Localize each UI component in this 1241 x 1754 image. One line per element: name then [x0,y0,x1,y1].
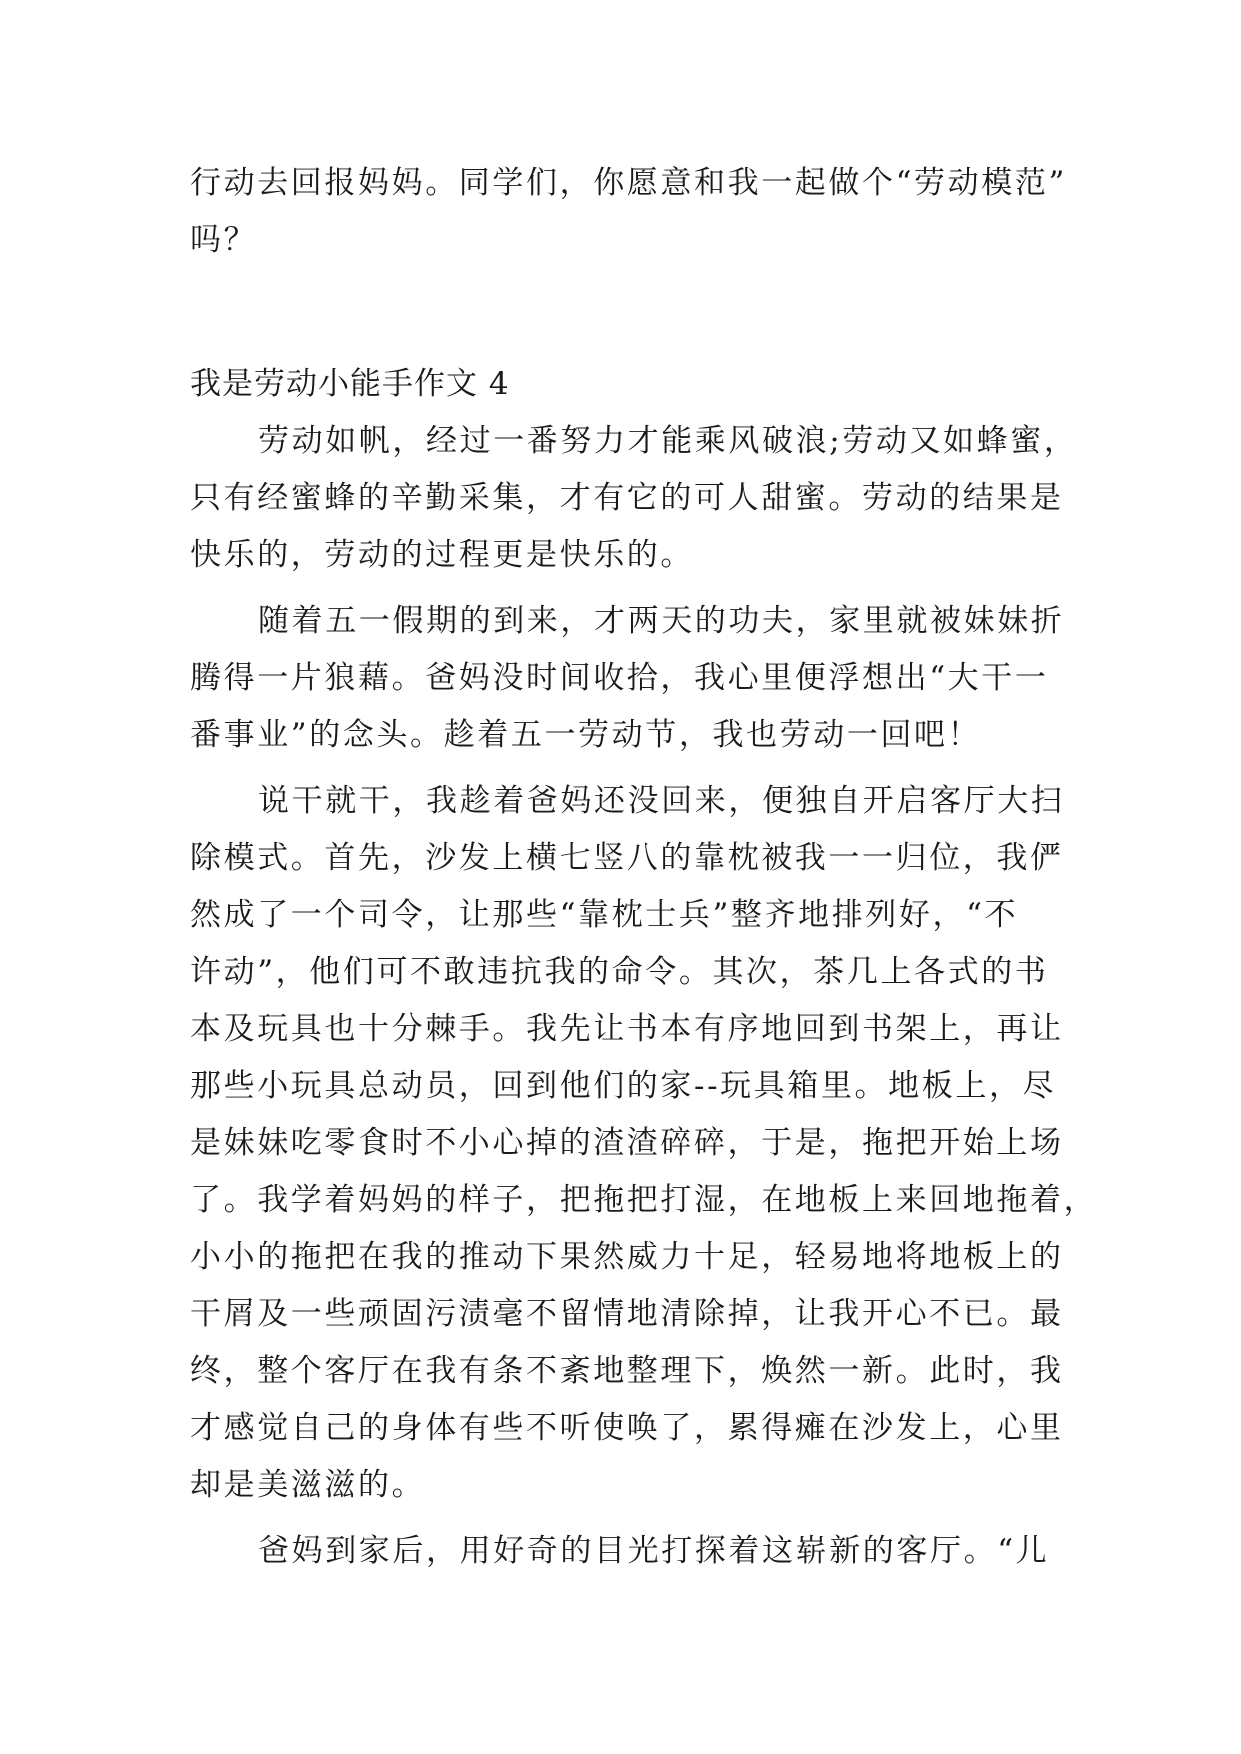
paragraph-line: 劳动如帆，经过一番努力才能乘风破浪;劳动又如蜂蜜， [258,423,1078,459]
paragraph-line: 除模式。首先，沙发上横七竖八的靠枕被我一一归位，我俨 [190,840,1064,876]
paragraph-line: 那些小玩具总动员，回到他们的家--玩具箱里。地板上，尽 [190,1068,1057,1104]
paragraph-line: 了。我学着妈妈的样子，把拖把打湿，在地板上来回地拖着， [190,1182,1098,1218]
paragraph-line: 却是美滋滋的。 [190,1467,426,1503]
paragraph-line: 然成了一个司令，让那些“靠枕士兵”整齐地排列好，“不 [190,897,1019,933]
paragraph-line: 爸妈到家后，用好奇的目光打探着这崭新的客厅。“儿 [258,1533,1050,1569]
essay-section [190,356,1098,1589]
continued-paragraph [190,155,1067,269]
paragraph-line: 本及玩具也十分棘手。我先让书本有序地回到书架上，再让 [190,1011,1064,1047]
essay-paragraph [190,593,1065,764]
paragraph-line: 说干就干，我趁着爸妈还没回来，便独自开启客厅大扫 [258,783,1065,819]
essay-title: 我是劳动小能手作文 4 [190,366,510,402]
paragraph-line: 许动”，他们可不敢违抗我的命令。其次，茶几上各式的书 [190,954,1049,990]
paragraph-line: 番事业”的念头。趁着五一劳动节，我也劳动一回吧！ [190,717,982,753]
essay-paragraph [190,773,1098,1514]
paragraph-line: 只有经蜜蜂的辛勤采集，才有它的可人甜蜜。劳动的结果是 [190,480,1064,516]
paragraph-line: 随着五一假期的到来，才两天的功夫，家里就被妹妹折 [258,603,1065,639]
paragraph-line: 快乐的，劳动的过程更是快乐的。 [190,537,694,573]
paragraph-line: 吗？ [190,222,258,258]
paragraph-line: 小小的拖把在我的推动下果然威力十足，轻易地将地板上的 [190,1239,1064,1275]
paragraph-line: 才感觉自己的身体有些不听使唤了，累得瘫在沙发上，心里 [190,1410,1064,1446]
paragraph-line: 腾得一片狼藉。爸妈没时间收拾，我心里便浮想出“大干一 [190,660,1049,696]
paragraph-line: 干屑及一些顽固污渍毫不留情地清除掉，让我开心不已。最 [190,1296,1064,1332]
paragraph-line: 是妹妹吃零食时不小心掉的渣渣碎碎，于是，拖把开始上场 [190,1125,1064,1161]
essay-paragraph [190,1523,1050,1580]
paragraph-line: 行动去回报妈妈。同学们，你愿意和我一起做个“劳动模范” [190,165,1067,201]
paragraph-line: 终，整个客厅在我有条不紊地整理下，焕然一新。此时，我 [190,1353,1064,1389]
essay-paragraph [190,413,1078,584]
